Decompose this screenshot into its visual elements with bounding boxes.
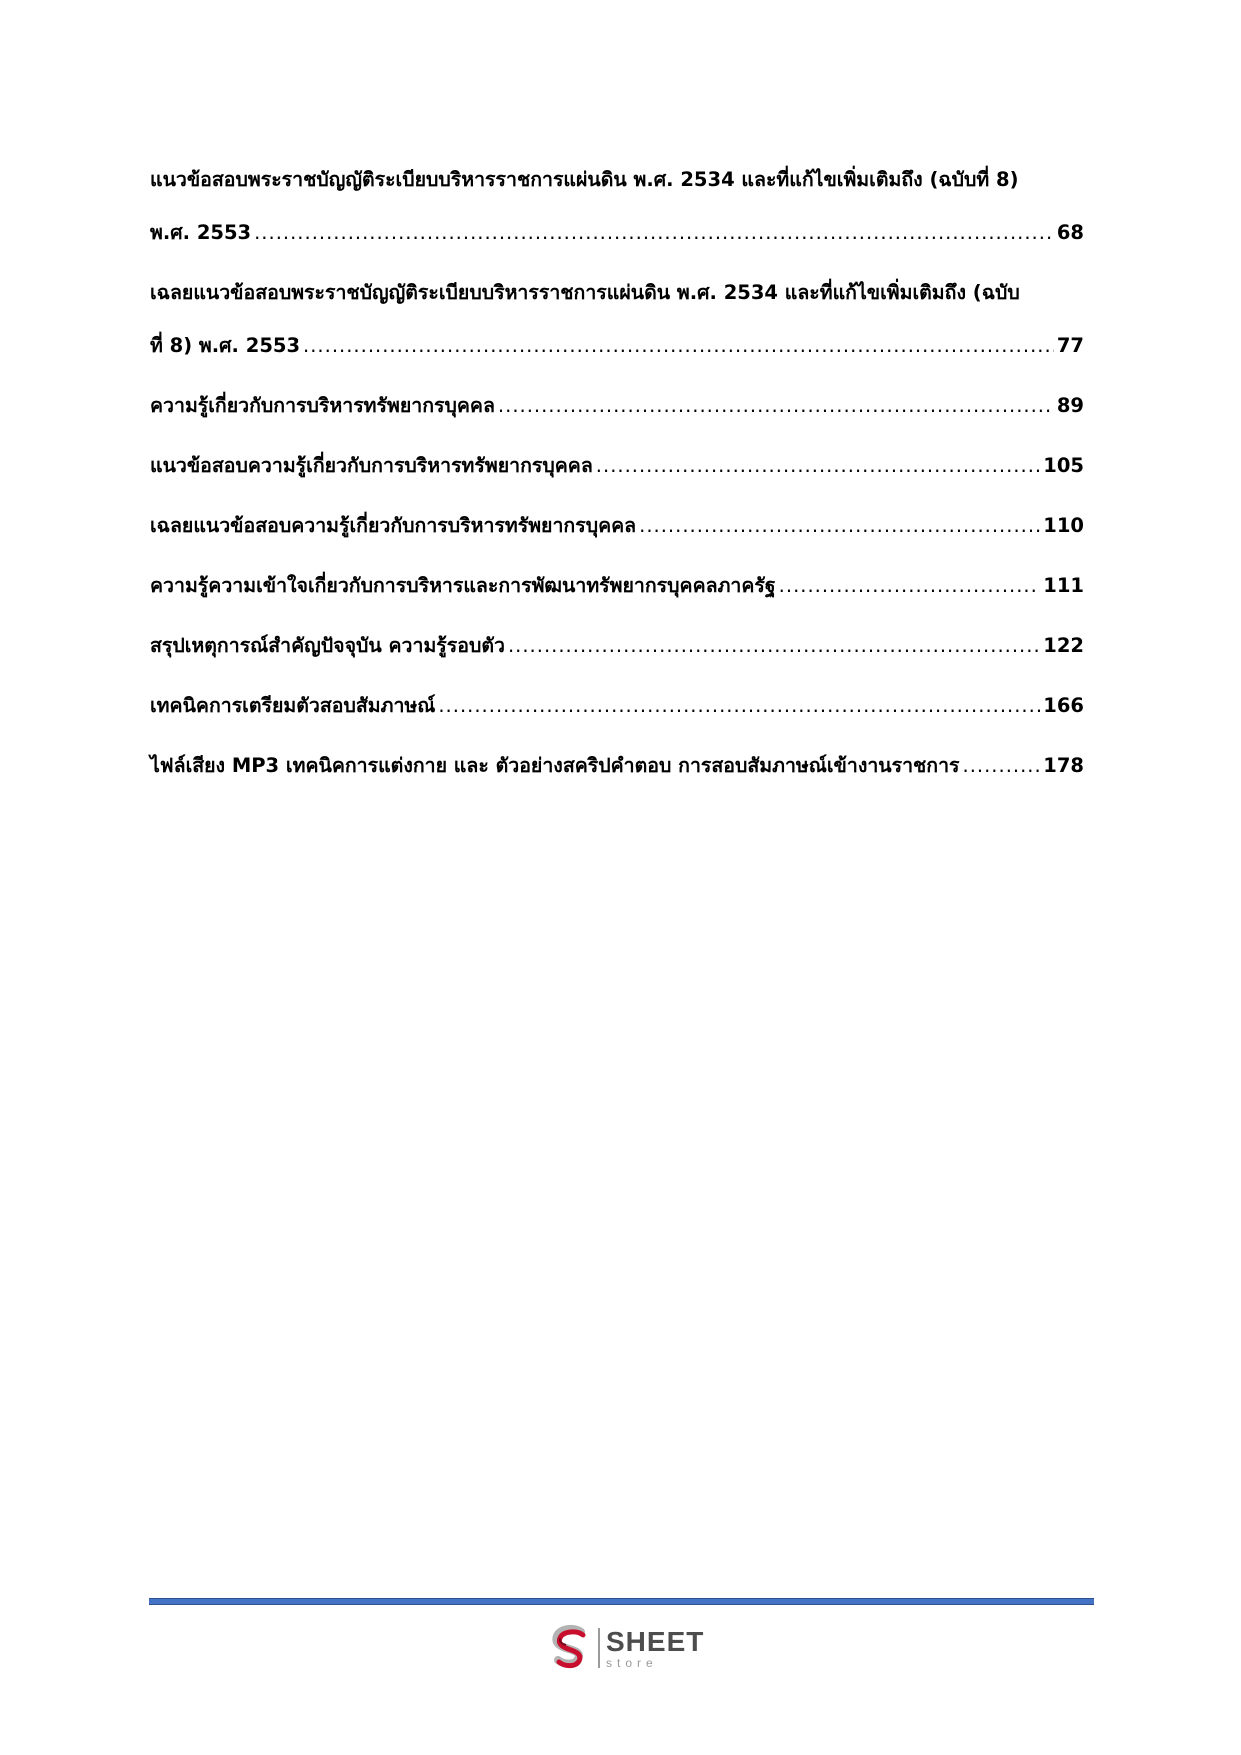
toc-entry[interactable]: [150, 266, 1084, 372]
dot-leader: [303, 319, 1054, 372]
dot-leader: [438, 679, 1040, 732]
toc-entry-title: ความรู้เกี่ยวกับการบริหารทรัพยากรบุคคล: [150, 394, 495, 417]
logo-wordmark-sub: store: [606, 1655, 658, 1670]
toc-entry[interactable]: [150, 439, 1084, 492]
toc-page-number: 166: [1043, 694, 1084, 717]
toc-entry-title-cont: ที่ 8) พ.ศ. 2553: [150, 334, 301, 357]
toc-page-number: 122: [1043, 634, 1084, 657]
toc-entry-title: แนวข้อสอบพระราชบัญญัติระเบียบบริหารราชการแผ่นดิน พ.ศ. 2534 และที่แก้ไขเพิ่มเติมถึง (ฉบับที่ 8): [150, 168, 1019, 191]
footer-divider: [149, 1598, 1094, 1605]
toc-page-number: 68: [1056, 221, 1084, 244]
toc-page-number: 110: [1043, 514, 1084, 537]
toc-entry-title: ความรู้ความเข้าใจเกี่ยวกับการบริหารและการพัฒนาทรัพยากรบุคคลภาครัฐ: [150, 574, 776, 597]
toc-entry[interactable]: [150, 619, 1084, 672]
table-of-contents: [150, 153, 1084, 799]
dot-leader: [963, 739, 1041, 792]
logo-wordmark-main: SHEET: [606, 1625, 705, 1657]
toc-entry[interactable]: [150, 559, 1084, 612]
toc-entry-title: แนวข้อสอบความรู้เกี่ยวกับการบริหารทรัพยากรบุคคล: [150, 454, 593, 477]
logo-separator: [598, 1628, 600, 1668]
dot-leader: [596, 439, 1040, 492]
toc-page-number: 77: [1056, 334, 1084, 357]
toc-page-number: 105: [1043, 454, 1084, 477]
toc-entry-title: เฉลยแนวข้อสอบพระราชบัญญัติระเบียบบริหารราชการแผ่นดิน พ.ศ. 2534 และที่แก้ไขเพิ่มเติมถึง (ฉบับ: [150, 281, 1020, 304]
sheet-store-s-logo-icon: [548, 1624, 592, 1672]
toc-entry[interactable]: [150, 379, 1084, 432]
toc-entry-title: เฉลยแนวข้อสอบความรู้เกี่ยวกับการบริหารทรัพยากรบุคคล: [150, 514, 637, 537]
toc-entry-title: สรุปเหตุการณ์สำคัญปัจจุบัน ความรู้รอบตัว: [150, 634, 505, 657]
dot-leader: [254, 206, 1054, 259]
toc-page-number: 111: [1043, 574, 1084, 597]
toc-entry[interactable]: [150, 153, 1084, 259]
sheet-store-logo: [548, 1620, 704, 1676]
dot-leader: [508, 619, 1040, 672]
dot-leader: [639, 499, 1040, 552]
toc-entry[interactable]: [150, 739, 1084, 792]
toc-entry-title: เทคนิคการเตรียมตัวสอบสัมภาษณ์: [150, 694, 436, 717]
toc-entry-title: ไฟล์เสียง MP3 เทคนิคการแต่งกาย และ ตัวอย่างสคริปคำตอบ การสอบสัมภาษณ์เข้างานราชการ: [150, 754, 960, 777]
dot-leader: [498, 379, 1054, 432]
dot-leader: [779, 559, 1041, 612]
toc-entry[interactable]: [150, 499, 1084, 552]
toc-entry[interactable]: [150, 679, 1084, 732]
toc-page-number: 89: [1056, 394, 1084, 417]
toc-entry-title-cont: พ.ศ. 2553: [150, 221, 252, 244]
toc-page-number: 178: [1043, 754, 1084, 777]
logo-wordmark: [606, 1625, 705, 1670]
